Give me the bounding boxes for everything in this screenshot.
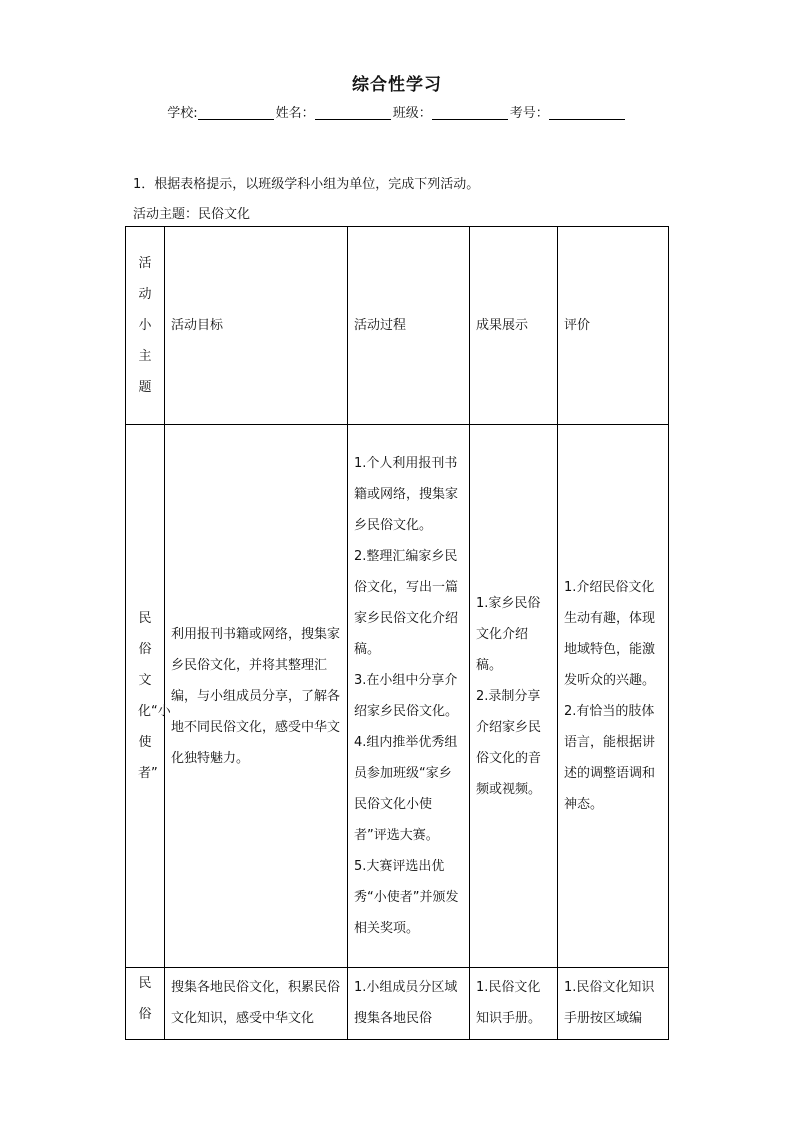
row1-evaluation-item: 1.介绍民俗文化生动有趣，体现地域特色，能激发听众的兴趣。 xyxy=(564,580,656,688)
school-label: 学校: xyxy=(167,106,198,121)
header-subtopic: 活动小主题 xyxy=(126,227,165,425)
row2-subtopic: 民俗 xyxy=(126,968,165,1040)
row1-process-step: 1.个人利用报刊书籍或网络，搜集家乡民俗文化。 xyxy=(354,456,459,533)
activity-theme: 活动主题：民俗文化 xyxy=(133,207,251,222)
exam-no-blank[interactable] xyxy=(549,105,625,120)
row1-subtopic: 民俗文化“小使者” xyxy=(126,425,165,968)
row1-process-step: 5.大赛评选出优秀“小使者”并颁发相关奖项。 xyxy=(354,859,459,936)
table-row xyxy=(126,425,669,968)
row1-process-step: 4.组内推举优秀组员参加班级“家乡民俗文化小使者”评选大赛。 xyxy=(354,735,458,843)
row1-evaluation-item: 2.有恰当的肢体语言，能根据讲述的调整语调和神态。 xyxy=(564,704,656,812)
row1-process xyxy=(348,425,470,968)
page-title: 综合性学习 xyxy=(352,75,442,95)
activity-table xyxy=(125,226,669,1040)
school-blank[interactable] xyxy=(198,105,274,120)
row1-result-item: 2.录制分享介绍家乡民俗文化的音频或视频。 xyxy=(476,688,542,797)
row1-process-step: 3.在小组中分享介绍家乡民俗文化。 xyxy=(354,673,459,719)
row1-goal: 利用报刊书籍或网络，搜集家乡民俗文化，并将其整理汇编，与小组成员分享，了解各地不同民俗文化，感受中华文化独特魅力。 xyxy=(165,425,348,968)
row1-process-step: 2.整理汇编家乡民俗文化，写出一篇家乡民俗文化介绍稿。 xyxy=(354,549,459,657)
exam-no-label: 考号： xyxy=(509,106,549,121)
row2-evaluation: 1.民俗文化知识手册按区域编 xyxy=(558,968,669,1040)
name-label: 姓名： xyxy=(275,106,315,121)
header-result: 成果展示 xyxy=(470,227,558,425)
header-process: 活动过程 xyxy=(348,227,470,425)
name-blank[interactable] xyxy=(315,105,391,120)
row2-goal: 搜集各地民俗文化，积累民俗文化知识，感受中华文化 xyxy=(165,968,348,1040)
class-label: 班级： xyxy=(392,106,432,121)
table-row xyxy=(126,968,669,1040)
student-info-line xyxy=(0,102,794,121)
header-goal: 活动目标 xyxy=(165,227,348,425)
row1-evaluation xyxy=(558,425,669,968)
row1-result xyxy=(470,425,558,968)
class-blank[interactable] xyxy=(432,105,508,120)
table-header-row xyxy=(126,227,669,425)
row2-process: 1.小组成员分区域搜集各地民俗 xyxy=(348,968,470,1040)
row2-result: 1.民俗文化知识手册。 xyxy=(470,968,558,1040)
question-text: 1．根据表格提示，以班级学科小组为单位，完成下列活动。 xyxy=(133,177,480,192)
header-evaluation: 评价 xyxy=(558,227,669,425)
row1-result-item: 1.家乡民俗文化介绍稿。 xyxy=(476,595,541,673)
